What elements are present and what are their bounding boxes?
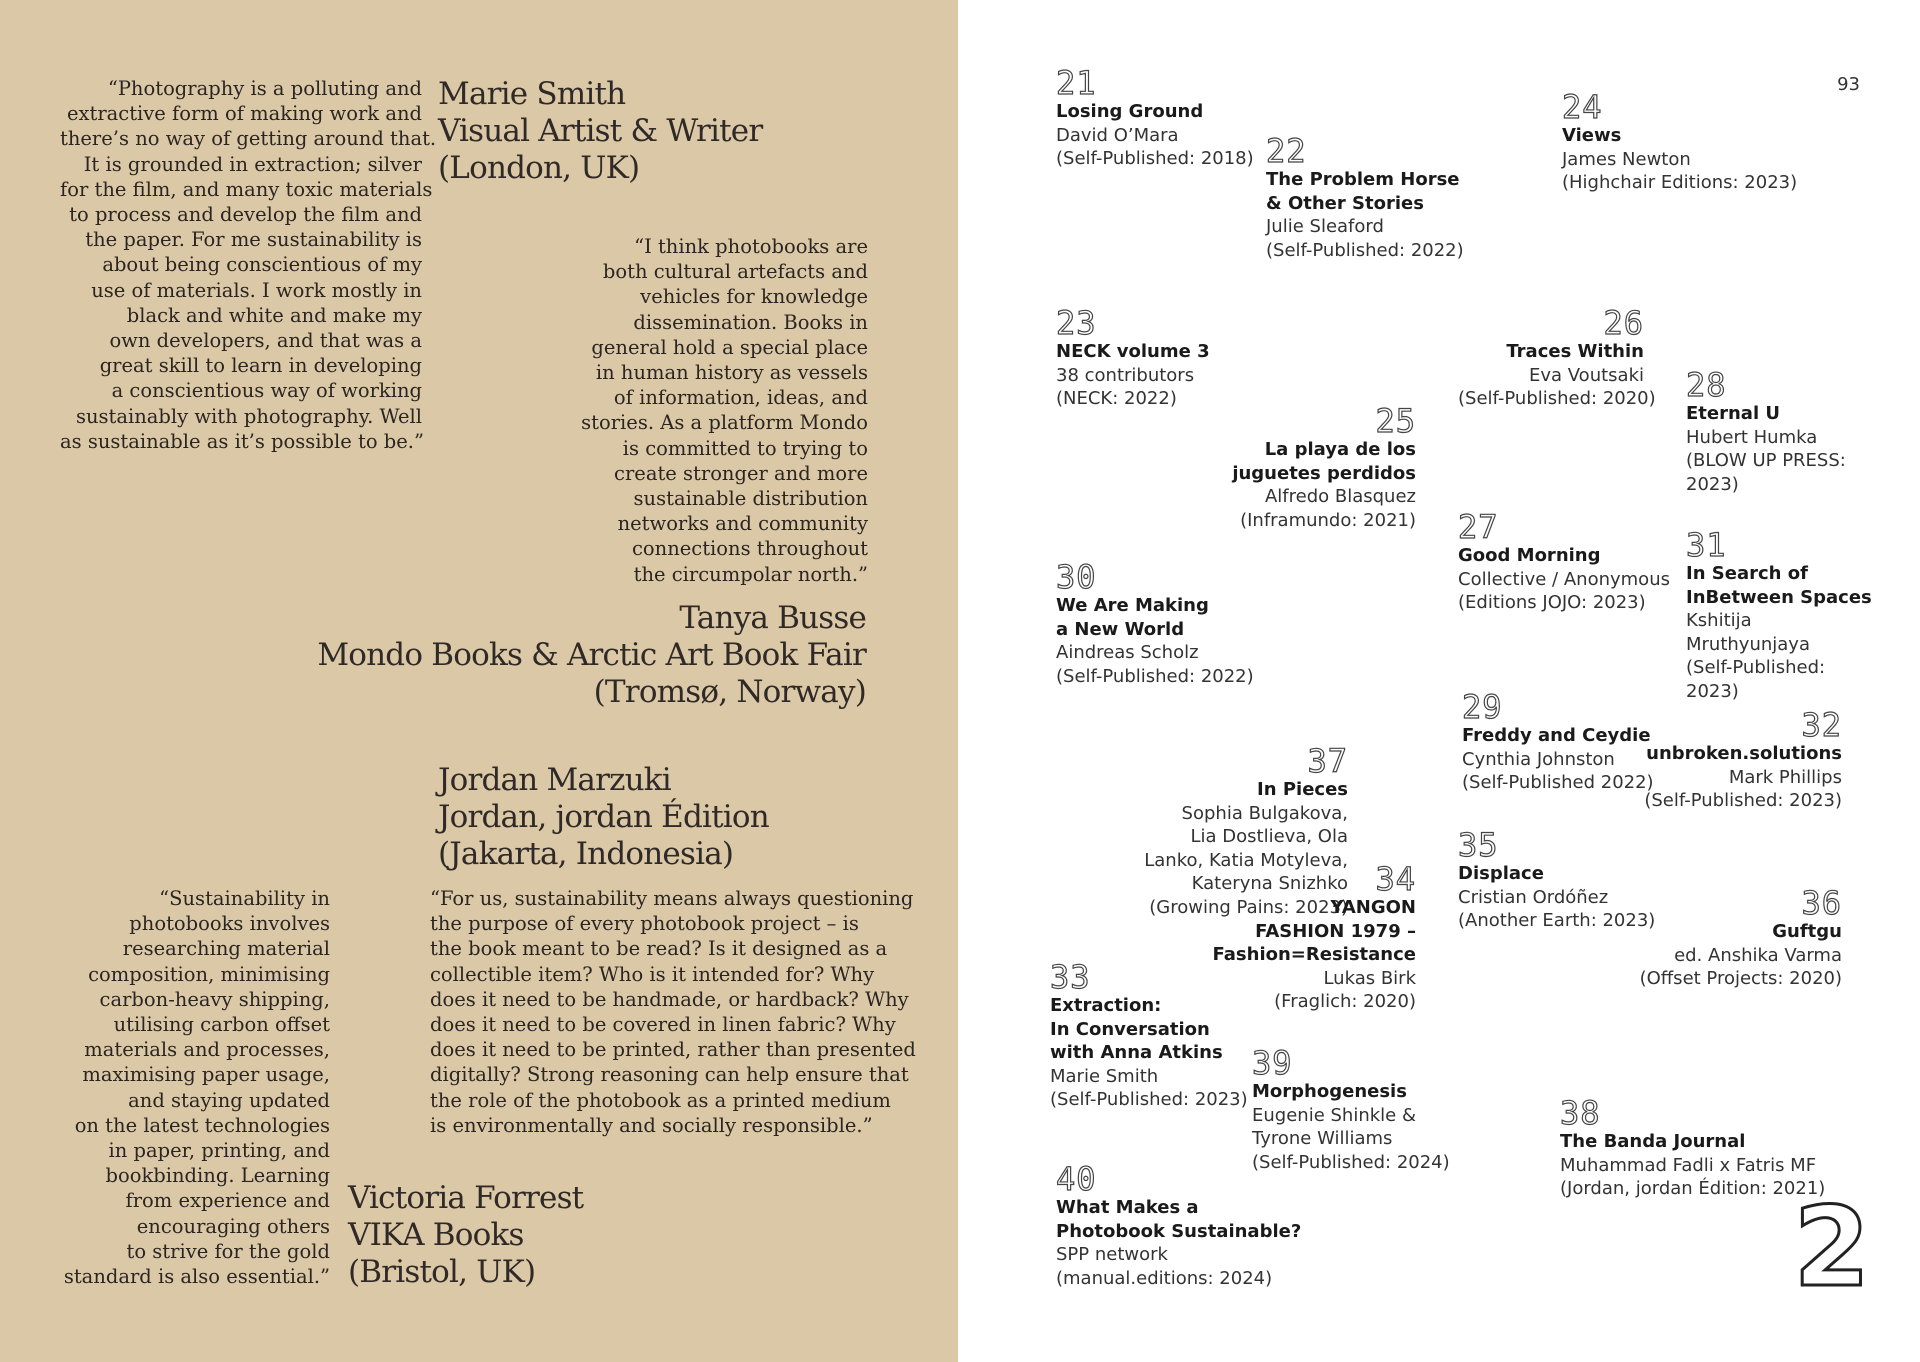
quote-line: there’s no way of getting around that. [60, 127, 437, 151]
quote-line: materials and processes, [84, 1038, 330, 1062]
quote-line: “Photography is a polluting and [107, 77, 422, 100]
quote-line: the paper. For me sustainability is [85, 228, 422, 252]
quote-line: maximising paper usage, [82, 1063, 330, 1087]
page-number: 93 [1837, 74, 1860, 95]
book-entry-23 [1056, 306, 1210, 411]
section-number-2: 2 [1793, 1183, 1870, 1311]
entry-detail: (Self-Published: 2020) [1458, 388, 1656, 409]
name-line: (Bristol, UK) [348, 1254, 536, 1290]
entry-number: 25 [1375, 402, 1416, 440]
name-tanya-busse [300, 600, 866, 711]
entry-number: 40 [1056, 1160, 1097, 1198]
book-entry-32 [1608, 708, 1842, 813]
entry-detail: (Inframundo: 2021) [1240, 509, 1416, 531]
quote-line: as sustainable as it’s possible to be.” [60, 429, 424, 453]
quote-line: “For us, sustainability means always questioning [430, 887, 914, 910]
entry-detail: (Another Earth: 2023) [1458, 910, 1656, 931]
entry-title: Guftgu [1772, 921, 1842, 942]
quote-line: is environmentally and socially responsible.” [430, 1113, 873, 1137]
name-line: (Jakarta, Indonesia) [438, 836, 734, 872]
name-line: Visual Artist & Writer [438, 113, 763, 149]
quote-line: use of materials. I work mostly in [91, 278, 422, 302]
entry-title: Eternal U [1686, 403, 1780, 424]
entry-number: 38 [1560, 1094, 1601, 1132]
quote-line: does it need to be printed, rather than presented [430, 1038, 916, 1062]
entry-detail: Kateryna Snizhko [1191, 873, 1348, 894]
quote-line: on the latest technologies [74, 1113, 330, 1137]
entry-detail: (Self-Published 2022) [1462, 772, 1654, 793]
name-line: Victoria Forrest [348, 1180, 584, 1216]
quote-line: of information, ideas, and [613, 386, 868, 410]
entry-title: Fashion=Resistance [1212, 944, 1416, 965]
entry-detail: Hubert Humka [1686, 426, 1818, 448]
quote-line: the book meant to be read? Is it designed as a [430, 937, 888, 961]
entry-detail: SPP network [1056, 1244, 1168, 1265]
entry-detail: (Self-Published: 2018) [1056, 148, 1254, 169]
quote-line: about being conscientious of my [102, 253, 422, 277]
left-page [0, 0, 958, 1362]
quote-line: sustainably with photography. Well [75, 404, 422, 428]
entry-number: 23 [1056, 304, 1097, 342]
quote-line: encouraging others [136, 1214, 330, 1238]
quote-line: the purpose of every photobook project – is [430, 912, 859, 936]
entry-detail: (Self-Published: 2024) [1252, 1151, 1450, 1173]
entry-detail: Cristian Ordóñez [1458, 886, 1609, 908]
entry-detail: (NECK: 2022) [1056, 388, 1177, 409]
name-line: Jordan Marzuki [438, 762, 671, 798]
entry-detail: ed. Anshika Varma [1674, 944, 1842, 966]
entry-detail: (Self-Published: 2023) [1644, 790, 1842, 811]
entry-number: 26 [1603, 304, 1644, 342]
entry-title: What Makes a [1056, 1197, 1199, 1218]
entry-number: 39 [1252, 1044, 1293, 1082]
entry-number: 35 [1458, 826, 1499, 864]
name-line: Tanya Busse [679, 600, 866, 636]
book-entry-31 [1686, 528, 1872, 703]
quote-line: carbon-heavy shipping, [99, 987, 330, 1011]
entry-title: In Search of [1686, 563, 1808, 584]
quote-line: the circumpolar north.” [633, 562, 868, 586]
entry-number: 30 [1056, 558, 1097, 596]
quote-line: to process and develop the film and [69, 203, 422, 227]
entry-detail: Lia Dostlieva, Ola [1190, 826, 1348, 847]
name-line: Marie Smith [438, 76, 626, 112]
quote-line: “Sustainability in [159, 887, 330, 910]
book-entry-36 [1598, 886, 1842, 991]
entry-detail: (Self-Published: 2022) [1056, 665, 1254, 687]
entry-number: 21 [1056, 64, 1097, 102]
entry-title: FASHION 1979 – [1255, 920, 1416, 942]
quote-line: general hold a special place [591, 335, 868, 359]
entry-detail: (Editions JOJO: 2023) [1458, 592, 1646, 613]
entry-title: Morphogenesis [1252, 1081, 1407, 1102]
entry-detail: Cynthia Johnston [1462, 748, 1615, 770]
quote-line: does it need to be handmade, or hardback? Why [430, 987, 909, 1011]
entry-title: Views [1562, 125, 1622, 146]
entry-number: 24 [1562, 88, 1603, 126]
quote-line: composition, minimising [88, 962, 330, 986]
quote-line: stories. As a platform Mondo [581, 411, 868, 435]
entry-detail: Julie Sleaford [1266, 216, 1384, 237]
quote-marie-smith [60, 76, 437, 454]
entry-title: The Banda Journal [1560, 1131, 1746, 1152]
book-entry-28 [1686, 368, 1846, 496]
name-line: Jordan, jordan Édition [438, 799, 769, 835]
entry-title: unbroken.solutions [1646, 743, 1842, 764]
entry-detail: Lukas Birk [1323, 967, 1416, 989]
quote-line: “I think photobooks are [634, 235, 868, 258]
entry-detail: (Jordan, jordan Édition: 2021) [1560, 1178, 1826, 1199]
entry-detail: (manual.editions: 2024) [1056, 1267, 1273, 1289]
quote-line: networks and community [617, 512, 868, 536]
entry-detail: Eugenie Shinkle & [1252, 1104, 1416, 1126]
entry-title: We Are Making [1056, 595, 1209, 616]
book-entry-21 [1056, 66, 1254, 171]
entry-title: juguetes perdidos [1232, 462, 1416, 484]
entry-number: 27 [1458, 508, 1499, 546]
name-line: (London, UK) [438, 150, 640, 186]
quote-line: for the film, and many toxic materials [60, 177, 433, 201]
book-entry-25 [1218, 404, 1416, 532]
entry-detail: 38 contributors [1056, 364, 1195, 386]
entry-number: 29 [1462, 688, 1503, 726]
entry-title: a New World [1056, 618, 1185, 640]
entry-detail: 2023) [1686, 680, 1739, 702]
entry-number: 32 [1801, 706, 1842, 744]
quote-line: own developers, and that was a [109, 329, 422, 353]
entry-detail: Mark Phillips [1728, 766, 1842, 788]
entry-detail: James Newton [1562, 148, 1691, 170]
quote-line: vehicles for knowledge [640, 285, 868, 309]
quote-line: the role of the photobook as a printed medium [430, 1088, 891, 1112]
quote-line: It is grounded in extraction; silver [83, 152, 422, 176]
entry-detail: 2023) [1686, 473, 1739, 495]
quote-line: black and white and make my [126, 303, 422, 327]
quote-line: to strive for the gold [126, 1239, 330, 1263]
entry-number: 37 [1307, 742, 1348, 780]
entry-title: La playa de los [1264, 439, 1416, 460]
entry-detail: (BLOW UP PRESS: [1686, 450, 1846, 471]
entry-title: Losing Ground [1056, 101, 1204, 122]
entry-number: 28 [1686, 366, 1727, 404]
book-entry-39 [1252, 1046, 1450, 1174]
entry-detail: (Self-Published: [1686, 657, 1826, 678]
quote-line: standard is also essential.” [63, 1265, 330, 1289]
name-line: VIKA Books [348, 1217, 524, 1253]
quote-line: utilising carbon offset [113, 1013, 330, 1037]
quote-line: dissemination. Books in [633, 310, 868, 334]
book-entry-40 [1056, 1162, 1301, 1290]
quote-line: in paper, printing, and [108, 1139, 330, 1163]
quote-line: sustainable distribution [633, 487, 868, 511]
quote-line: both cultural artefacts and [602, 260, 868, 284]
entry-detail: (Self-Published: 2023) [1050, 1089, 1248, 1110]
quote-line: does it need to be covered in linen fabric? Why [430, 1013, 896, 1037]
entry-title: with Anna Atkins [1050, 1042, 1223, 1063]
quote-line: digitally? Strong reasoning can help ensure that [430, 1063, 909, 1087]
quote-jordan-marzuki [430, 886, 916, 1138]
entry-title: Good Morning [1458, 545, 1601, 566]
entry-title: Traces Within [1506, 341, 1644, 362]
book-entry-33 [1050, 960, 1248, 1112]
entry-number: 36 [1801, 884, 1842, 922]
name-jordan-marzuki [438, 762, 769, 873]
entry-detail: Kshitija [1686, 610, 1752, 631]
name-marie-smith [438, 76, 762, 187]
entry-detail: Mruthyunjaya [1686, 633, 1810, 655]
entry-number: 34 [1375, 860, 1416, 898]
book-entry-26 [1458, 304, 1656, 411]
entry-detail: (Highchair Editions: 2023) [1562, 172, 1798, 193]
entry-title: In Conversation [1050, 1018, 1210, 1040]
entry-detail: Lanko, Katia Motyleva, [1144, 849, 1348, 871]
entry-detail: Alfredo Blasquez [1264, 486, 1416, 507]
name-victoria-forrest [348, 1180, 583, 1291]
book-entry-30 [1056, 560, 1254, 688]
entry-detail: Sophia Bulgakova, [1181, 802, 1348, 824]
book-entry-22 [1266, 134, 1464, 262]
entry-detail: (Growing Pains: 2023) [1149, 896, 1348, 918]
quote-line: researching material [122, 937, 330, 961]
quote-line: a conscientious way of working [111, 379, 422, 403]
entry-title: Extraction: [1050, 995, 1162, 1016]
entry-number: 22 [1266, 132, 1307, 170]
entry-title: NECK volume 3 [1056, 341, 1210, 362]
entry-detail: Marie Smith [1050, 1065, 1159, 1087]
entry-detail: David O’Mara [1056, 124, 1179, 146]
book-entry-27 [1458, 510, 1670, 615]
quote-victoria-forrest [60, 886, 330, 1289]
quote-line: extractive form of making work and [66, 102, 422, 126]
entry-title: Displace [1458, 863, 1544, 884]
entry-number: 33 [1050, 958, 1091, 996]
entry-number: 31 [1686, 526, 1727, 564]
book-entry-38 [1560, 1096, 1825, 1201]
quote-line: and staying updated [128, 1088, 330, 1112]
entry-title: In Pieces [1257, 779, 1348, 800]
name-line: (Tromsø, Norway) [593, 674, 866, 710]
entry-detail: (Fraglich: 2020) [1274, 991, 1416, 1012]
entry-title: & Other Stories [1266, 192, 1424, 214]
entry-title: The Problem Horse [1266, 169, 1460, 190]
book-entry-24 [1562, 90, 1797, 195]
entry-detail: Collective / Anonymous [1458, 568, 1670, 590]
quote-line: in human history as vessels [595, 361, 868, 385]
entry-title: InBetween Spaces [1686, 586, 1872, 608]
quote-tanya-busse [560, 234, 868, 587]
quote-line: collectible item? Who is it intended for? Why [430, 962, 875, 986]
entry-detail: Muhammad Fadli x Fatris MF [1560, 1154, 1817, 1176]
right-page [958, 0, 1920, 1362]
quote-line: great skill to learn in developing [99, 354, 422, 378]
entry-detail: Eva Voutsaki [1528, 364, 1644, 386]
quote-line: bookbinding. Learning [105, 1164, 330, 1188]
quote-line: connections throughout [631, 537, 868, 561]
quote-line: photobooks involves [129, 912, 330, 936]
name-line: Mondo Books & Arctic Art Book Fair [317, 637, 866, 673]
entry-detail: (Offset Projects: 2020) [1639, 968, 1842, 989]
entry-detail: Tyrone Williams [1252, 1128, 1393, 1149]
entry-title: Photobook Sustainable? [1056, 1220, 1302, 1242]
quote-line: is committed to trying to [622, 436, 868, 460]
quote-line: from experience and [125, 1189, 330, 1213]
entry-detail: Aindreas Scholz [1056, 642, 1199, 663]
entry-title: YANGON [1330, 897, 1416, 918]
entry-detail: (Self-Published: 2022) [1266, 239, 1464, 261]
quote-line: create stronger and more [614, 461, 868, 485]
entry-title: Freddy and Ceydie [1462, 725, 1651, 746]
